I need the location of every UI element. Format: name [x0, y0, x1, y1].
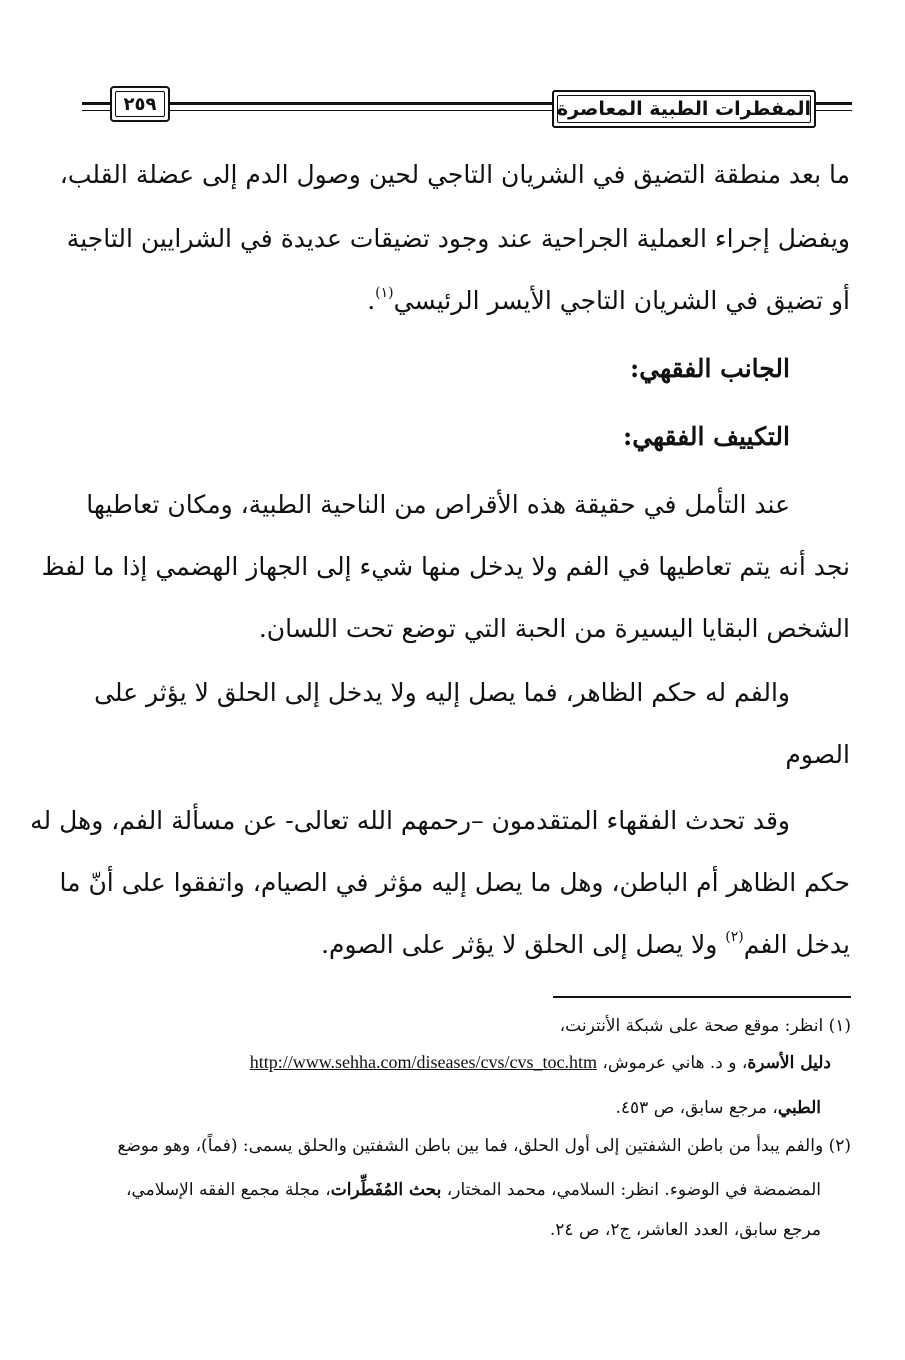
footnote-separator [553, 996, 851, 998]
footnote-1-line-3: الطبي، مرجع سابق، ص ٤٥٣. [615, 1098, 821, 1118]
paragraph-1-line-3: أو تضيق في الشريان التاجي الأيسر الرئيسي$^{(١)}$. [367, 285, 850, 315]
page-number: ٢٥٩ [110, 86, 170, 122]
footnote-1-line-2: دليل الأسرة، و د. هاني عرموش، http://www.sehha.com/diseases/cvs/cvs_toc.htm [249, 1052, 831, 1073]
footnote-ref-2[interactable]: (٢) [725, 929, 744, 945]
paragraph-4-line-2: حكم الظاهر أم الباطن، وهل ما يصل إليه مؤثر في الصيام، واتفقوا على أنّ ما [59, 868, 850, 897]
paragraph-2-line-2: نجد أنه يتم تعاطيها في الفم ولا يدخل منها شيء إلى الجهاز الهضمي إذا ما لفظ [41, 552, 850, 581]
footnote-1-link[interactable]: http://www.sehha.com/diseases/cvs/cvs_toc.htm [249, 1052, 597, 1072]
paragraph-4-line-3: يدخل الفم$^{(٢)}$ ولا يصل إلى الحلق لا يؤثر على الصوم. [321, 929, 850, 959]
paragraph-2-line-3: الشخص البقايا اليسيرة من الحبة التي توضع تحت اللسان. [258, 614, 850, 643]
section-heading-takyeef: التكييف الفقهي: [622, 422, 790, 451]
footnote-1-line-1: (١) انظر: موقع صحة على شبكة الأنترنت، [559, 1016, 851, 1036]
page-header [82, 86, 852, 132]
paragraph-1-line-1: ما بعد منطقة التضيق في الشريان التاجي لحين وصول الدم إلى عضلة القلب، [59, 160, 850, 189]
paragraph-2-line-1: عند التأمل في حقيقة هذه الأقراص من الناحية الطبية، ومكان تعاطيها [86, 490, 790, 519]
footnote-2-line-2: المضمضة في الوضوء. انظر: السلامي، محمد المختار، بحث المُفَطِّرات، مجلة مجمع الفقه الإسلامي، [126, 1180, 821, 1200]
footnote-2-line-1: (٢) والفم يبدأ من باطن الشفتين إلى أول الحلق، فما بين باطن الشفتين والحلق يسمى: (فماً)، وهو موضع [117, 1136, 851, 1156]
footnote-2-line-3: مرجع سابق، العدد العاشر، ج٢، ص ٢٤. [549, 1220, 821, 1240]
paragraph-4-line-1: وقد تحدث الفقهاء المتقدمون –رحمهم الله تعالى- عن مسألة الفم، وهل له [30, 806, 790, 835]
paragraph-3-line-2: الصوم [785, 740, 850, 769]
footnote-ref-1[interactable]: (١) [375, 285, 394, 301]
section-heading-fiqh: الجانب الفقهي: [630, 354, 790, 383]
paragraph-1-line-2: ويفضل إجراء العملية الجراحية عند وجود تضيقات عديدة في الشرايين التاجية [66, 224, 850, 253]
running-title: المفطرات الطبية المعاصرة [552, 90, 816, 128]
paragraph-3-line-1: والفم له حكم الظاهر، فما يصل إليه ولا يدخل إلى الحلق لا يؤثر على [94, 678, 790, 707]
